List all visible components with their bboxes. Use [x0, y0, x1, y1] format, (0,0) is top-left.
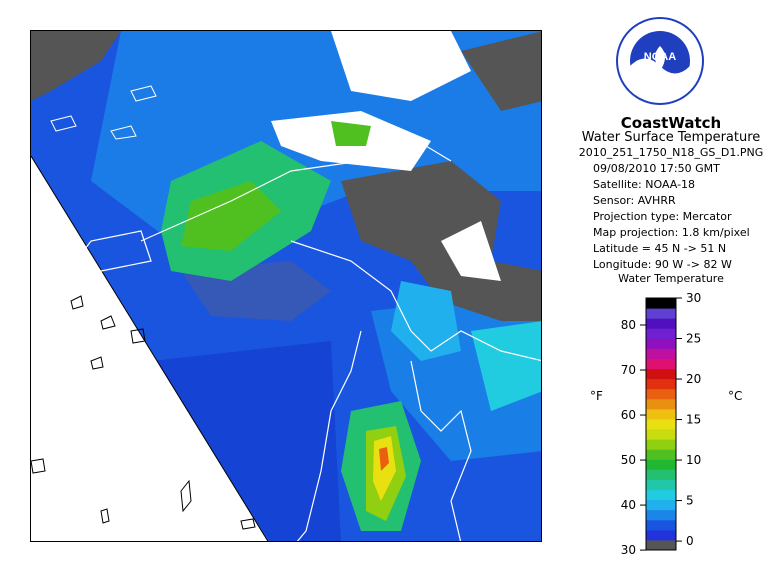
colorbar-swatch	[646, 449, 676, 460]
colorbar-swatch	[646, 439, 676, 450]
colorbar-swatch	[646, 298, 676, 309]
colorbar-swatch	[646, 479, 676, 490]
info-satellite: Satellite: NOAA-18	[593, 178, 696, 191]
info-map-projection: Map projection: 1.8 km/pixel	[593, 226, 750, 239]
colorbar-swatch	[646, 369, 676, 380]
fahrenheit-tick-label: 50	[620, 453, 636, 468]
colorbar-swatches	[646, 298, 676, 551]
colorbar-swatch	[646, 490, 676, 501]
colorbar-swatch	[646, 348, 676, 359]
celsius-tick-label: 30	[686, 291, 702, 305]
product-title: CoastWatch	[620, 114, 722, 132]
info-datetime: 09/08/2010 17:50 GMT	[593, 162, 720, 175]
celsius-tick-label: 10	[686, 453, 702, 468]
colorbar-swatch	[646, 419, 676, 430]
info-projection-type: Projection type: Mercator	[593, 210, 732, 223]
info-longitude: Longitude: 90 W -> 82 W	[593, 258, 732, 271]
celsius-unit-label: °C	[728, 389, 743, 403]
colorbar-swatch	[646, 389, 676, 400]
info-sensor: Sensor: AVHRR	[593, 194, 676, 207]
colorbar-swatch	[646, 429, 676, 440]
colorbar-swatch	[646, 338, 676, 349]
colorbar-swatch	[646, 379, 676, 390]
colorbar-swatch	[646, 399, 676, 410]
fahrenheit-tick-label: 70	[620, 363, 636, 378]
sst-map	[30, 30, 542, 542]
colorbar	[560, 290, 782, 560]
legend-title: Water Temperature	[618, 272, 724, 285]
colorbar-swatch	[646, 459, 676, 470]
colorbar-swatch	[646, 530, 676, 541]
celsius-tick-label: 25	[686, 331, 702, 346]
fahrenheit-unit-label: °F	[590, 389, 603, 403]
colorbar-swatch	[646, 328, 676, 339]
celsius-ticks	[676, 291, 701, 548]
celsius-tick-label: 20	[686, 372, 702, 387]
fahrenheit-tick-label: 40	[620, 498, 636, 513]
celsius-tick-label: 15	[686, 412, 702, 427]
colorbar-swatch	[646, 510, 676, 521]
colorbar-swatch	[646, 358, 676, 369]
colorbar-swatch	[646, 469, 676, 480]
product-filename: 2010_251_1750_N18_GS_D1.PNG	[578, 146, 764, 159]
colorbar-swatch	[646, 308, 676, 319]
noaa-logo-text: NOAA	[643, 51, 677, 63]
product-subtitle: Water Surface Temperature	[581, 130, 761, 145]
fahrenheit-tick-label: 80	[620, 318, 636, 333]
colorbar-swatch	[646, 520, 676, 531]
colorbar-swatch	[646, 500, 676, 511]
colorbar-swatch	[646, 540, 676, 551]
colorbar-swatch	[646, 409, 676, 420]
fahrenheit-tick-label: 30	[620, 543, 636, 558]
colorbar-swatch	[646, 318, 676, 329]
sst-map-image	[31, 31, 542, 542]
celsius-tick-label: 5	[686, 493, 694, 508]
fahrenheit-tick-label: 60	[620, 408, 636, 423]
noaa-logo	[615, 16, 705, 106]
fahrenheit-ticks	[621, 318, 646, 557]
celsius-tick-label: 0	[686, 534, 694, 549]
info-latitude: Latitude = 45 N -> 51 N	[593, 242, 727, 255]
